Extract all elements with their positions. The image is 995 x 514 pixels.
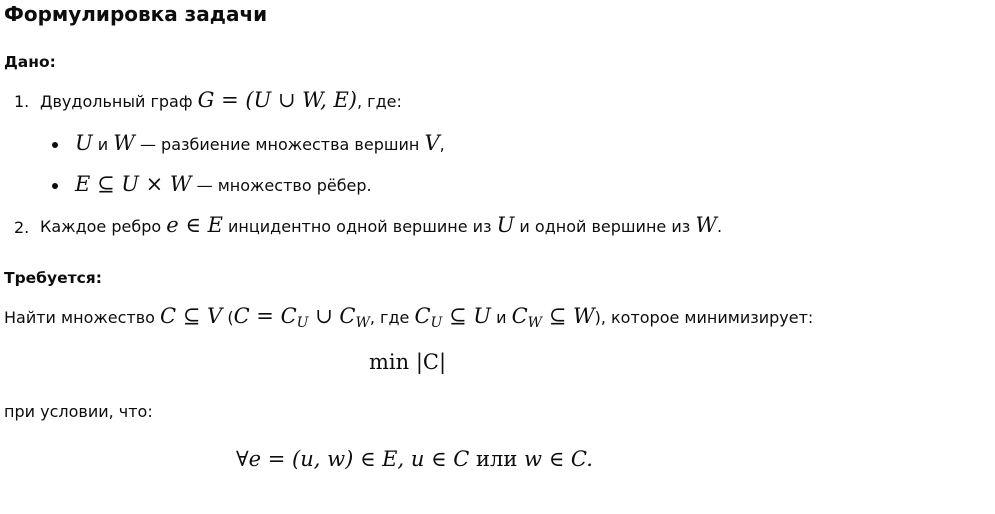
bullet-dot [52,142,58,148]
math-e-in-e: e ∈ E [166,213,223,237]
bullet-partition-text: — разбиение множества вершин [134,135,425,154]
condition-intro: при условии, что: [4,402,153,421]
bullet-edges [75,172,372,196]
math-v: V [424,131,440,155]
given-heading: Дано: [4,53,56,71]
objective-formula: min |C| [369,350,447,374]
item-2-text-a: Каждое ребро [40,217,167,236]
math-cu-subset-u: $C_U$ ⊆ U [414,304,491,331]
edge-set-formula: E ⊆ U × W [75,172,192,196]
condition-math-a: ∀e = (u, w) ∈ E, u ∈ C [236,447,470,471]
required-line [4,304,813,331]
item-2-text-b: инцидентно одной вершине из [222,217,497,236]
math-w: W [695,213,717,237]
bullet-tail: , [439,135,445,154]
item-2-text-c: и одной вершине из [514,217,696,236]
bullet-dot [52,183,58,189]
required-text-c: и [491,308,512,327]
given-item-1-tail: , где: [356,92,402,111]
paren-open: ( [222,308,234,327]
required-text-d: ), которое минимизирует: [594,308,814,327]
math-cw-subset-w: $C_W$ ⊆ W [511,304,595,331]
page-title: Формулировка задачи [4,2,268,26]
given-item-2 [40,213,722,237]
condition-or: или [469,447,525,471]
math-u: U [75,131,93,155]
bullet-partition [75,131,445,155]
math-u: U [496,213,515,237]
bullet-edges-text: — множество рёбер. [191,176,372,195]
graph-formula: G = (U ∪ W, E) [197,88,357,112]
condition-formula [236,447,593,471]
math-c-subset-v: C ⊆ V [160,304,223,328]
given-item-1-text: Двудольный граф [40,92,198,111]
math-w: W [113,131,135,155]
list-number-1: 1. [14,92,30,111]
required-heading: Требуется: [4,269,102,287]
required-text-b: , где [369,308,415,327]
item-2-tail: . [716,217,723,236]
math-c-union: $C = C_U$ ∪ $C_W$ [233,304,370,331]
required-text-a: Найти множество [4,308,161,327]
list-number-2: 2. [14,218,30,237]
bullet-text-and: и [92,135,114,154]
given-item-1 [40,88,402,112]
condition-math-b: w ∈ C. [524,447,593,471]
